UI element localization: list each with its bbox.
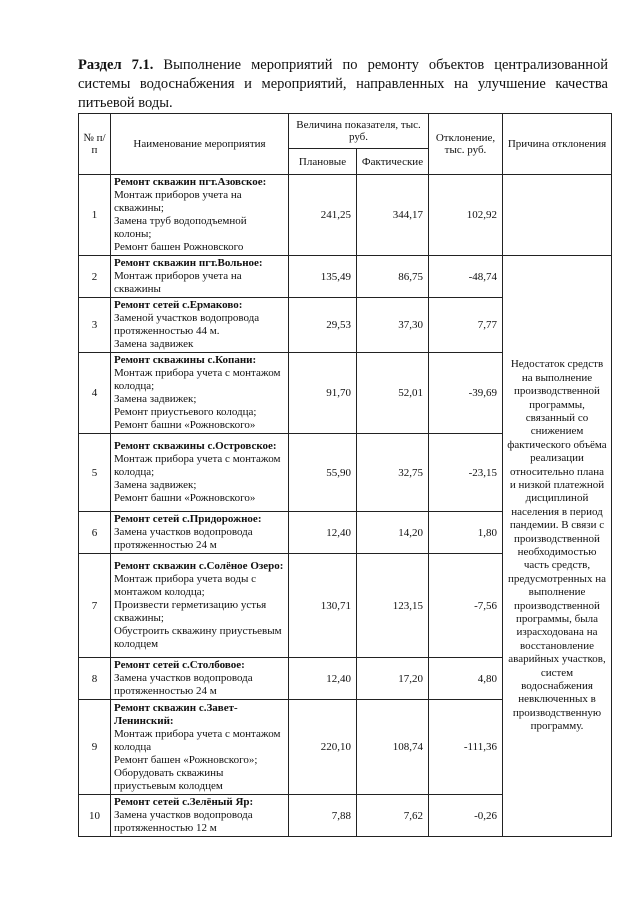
activity-line: Ремонт башни «Рожновского» (114, 492, 256, 504)
header-reason: Причина отклонения (503, 114, 612, 175)
deviation-value: -39,69 (429, 353, 503, 434)
row-number: 4 (79, 353, 111, 434)
actual-value: 37,30 (357, 298, 429, 353)
planned-value: 55,90 (289, 434, 357, 512)
section-title: Выполнение мероприятий по ремонту объектов централизованной системы водоснабжения и мероприятий, направленных на улучшение качества питьевой воды. (78, 57, 609, 111)
activity-line: Заменой участков водопровода протяженностью 44 м. (114, 312, 260, 337)
row-number: 2 (79, 256, 111, 298)
planned-value: 220,10 (289, 700, 357, 795)
activity-line: Монтаж прибора учета с монтажом колодца (114, 727, 281, 753)
actual-value: 14,20 (357, 512, 429, 554)
activity-title: Ремонт сетей с.Столбовое: (114, 659, 245, 671)
actual-value: 86,75 (357, 256, 429, 298)
planned-value: 12,40 (289, 658, 357, 700)
table-body (79, 175, 612, 837)
deviation-value: 1,80 (429, 512, 503, 554)
deviation-value: 4,80 (429, 658, 503, 700)
reason-empty-cell (503, 175, 612, 256)
activity-line: Монтаж прибора учета воды с монтажом колодца; (114, 573, 256, 598)
planned-value: 7,88 (289, 795, 357, 837)
table-row (79, 256, 612, 298)
row-activity (111, 700, 289, 795)
deviation-value: 7,77 (429, 298, 503, 353)
planned-value: 29,53 (289, 298, 357, 353)
actual-value: 17,20 (357, 658, 429, 700)
row-activity (111, 658, 289, 700)
actual-value: 32,75 (357, 434, 429, 512)
planned-value: 241,25 (289, 175, 357, 256)
row-activity (111, 434, 289, 512)
activity-line: Замена задвижек (114, 338, 194, 350)
row-activity (111, 512, 289, 554)
planned-value: 130,71 (289, 554, 357, 658)
row-number: 3 (79, 298, 111, 353)
activity-title: Ремонт сетей с.Придорожное: (114, 513, 262, 525)
header-num: № п/п (79, 114, 111, 175)
row-number: 6 (79, 512, 111, 554)
activity-title: Ремонт скважин пгт.Азовское: (114, 176, 267, 188)
activity-title: Ремонт сетей с.Зелёный Яр: (114, 796, 254, 808)
section-number: Раздел 7.1. (78, 57, 154, 73)
activity-title: Ремонт скважин пгт.Вольное: (114, 257, 263, 269)
deviation-value: -0,26 (429, 795, 503, 837)
activity-title: Ремонт скважин с.Солёное Озеро: (114, 560, 284, 572)
activity-line: Произвести герметизацию устья скважины; (114, 599, 267, 624)
activity-line: Ремонт приустьевого колодца; (114, 406, 257, 418)
row-activity (111, 298, 289, 353)
header-planned: Плановые (289, 149, 357, 175)
actual-value: 52,01 (357, 353, 429, 434)
planned-value: 91,70 (289, 353, 357, 434)
activity-line: Монтаж приборов учета на скважины (114, 270, 242, 295)
header-actual: Фактические (357, 149, 429, 175)
header-name: Наименование мероприятия (111, 114, 289, 175)
activity-title: Ремонт скважины с.Копани: (114, 354, 257, 366)
header-deviation: Отклонение, тыс. руб. (429, 114, 503, 175)
header-value-group: Величина показателя, тыс. руб. (289, 114, 429, 149)
activity-line: Обустроить скважину приустьевым колодцем (114, 625, 282, 650)
activity-line: Монтаж прибора учета с монтажом колодца; (114, 367, 281, 392)
activity-line: Ремонт башни «Рожновского» (114, 419, 256, 431)
row-number: 9 (79, 700, 111, 795)
deviation-value: -111,36 (429, 700, 503, 795)
actual-value: 344,17 (357, 175, 429, 256)
activity-line: Замена участков водопровода протяженностью 24 м (114, 526, 253, 551)
actual-value: 123,15 (357, 554, 429, 658)
row-activity (111, 795, 289, 837)
actual-value: 108,74 (357, 700, 429, 795)
activity-line: Монтаж прибора учета с монтажом колодца; (114, 453, 281, 478)
activity-line: Замена задвижек; (114, 393, 197, 405)
row-activity (111, 175, 289, 256)
activity-line: Ремонт башен «Рожновского»; (114, 753, 258, 766)
activity-line: Замена задвижек; (114, 479, 197, 491)
deviation-value: -23,15 (429, 434, 503, 512)
deviation-value: -48,74 (429, 256, 503, 298)
row-number: 7 (79, 554, 111, 658)
row-number: 1 (79, 175, 111, 256)
planned-value: 135,49 (289, 256, 357, 298)
row-activity (111, 256, 289, 298)
activity-line: Оборудовать скважины приустьевым колодцем (114, 766, 224, 792)
deviation-value: 102,92 (429, 175, 503, 256)
works-table (78, 113, 612, 837)
section-heading (78, 56, 608, 113)
actual-value: 7,62 (357, 795, 429, 837)
activity-line: Замена участков водопровода протяженностью 24 м (114, 672, 253, 697)
row-number: 5 (79, 434, 111, 512)
row-number: 8 (79, 658, 111, 700)
planned-value: 12,40 (289, 512, 357, 554)
activity-title: Ремонт сетей с.Ермаково: (114, 299, 243, 311)
activity-line: Ремонт башен Рожновского (114, 241, 244, 253)
deviation-value: -7,56 (429, 554, 503, 658)
activity-title: Ремонт скважины с.Островское: (114, 440, 277, 452)
activity-line: Замена участков водопровода протяженностью 12 м (114, 809, 253, 834)
activity-title: Ремонт скважин с.Завет-Ленинский: (114, 701, 238, 727)
deviation-reason: Недостаток средств на выполнение производственной программы, связанный со снижением фактического объёма реализации относительно плана и низкой платежной дисциплиной населения в период пандемии. В связи с производственной необходимостью часть средств, предусмотренных на выполнение производственной программы, была израсходована на восстановление аварийных участков, систем водоснабжения невключенных в производственную программу. (503, 256, 612, 837)
activity-line: Монтаж приборов учета на скважины; (114, 189, 242, 214)
activity-line: Замена труб водоподъемной колоны; (114, 215, 247, 240)
row-activity (111, 353, 289, 434)
row-activity (111, 554, 289, 658)
row-number: 10 (79, 795, 111, 837)
table-row (79, 175, 612, 256)
